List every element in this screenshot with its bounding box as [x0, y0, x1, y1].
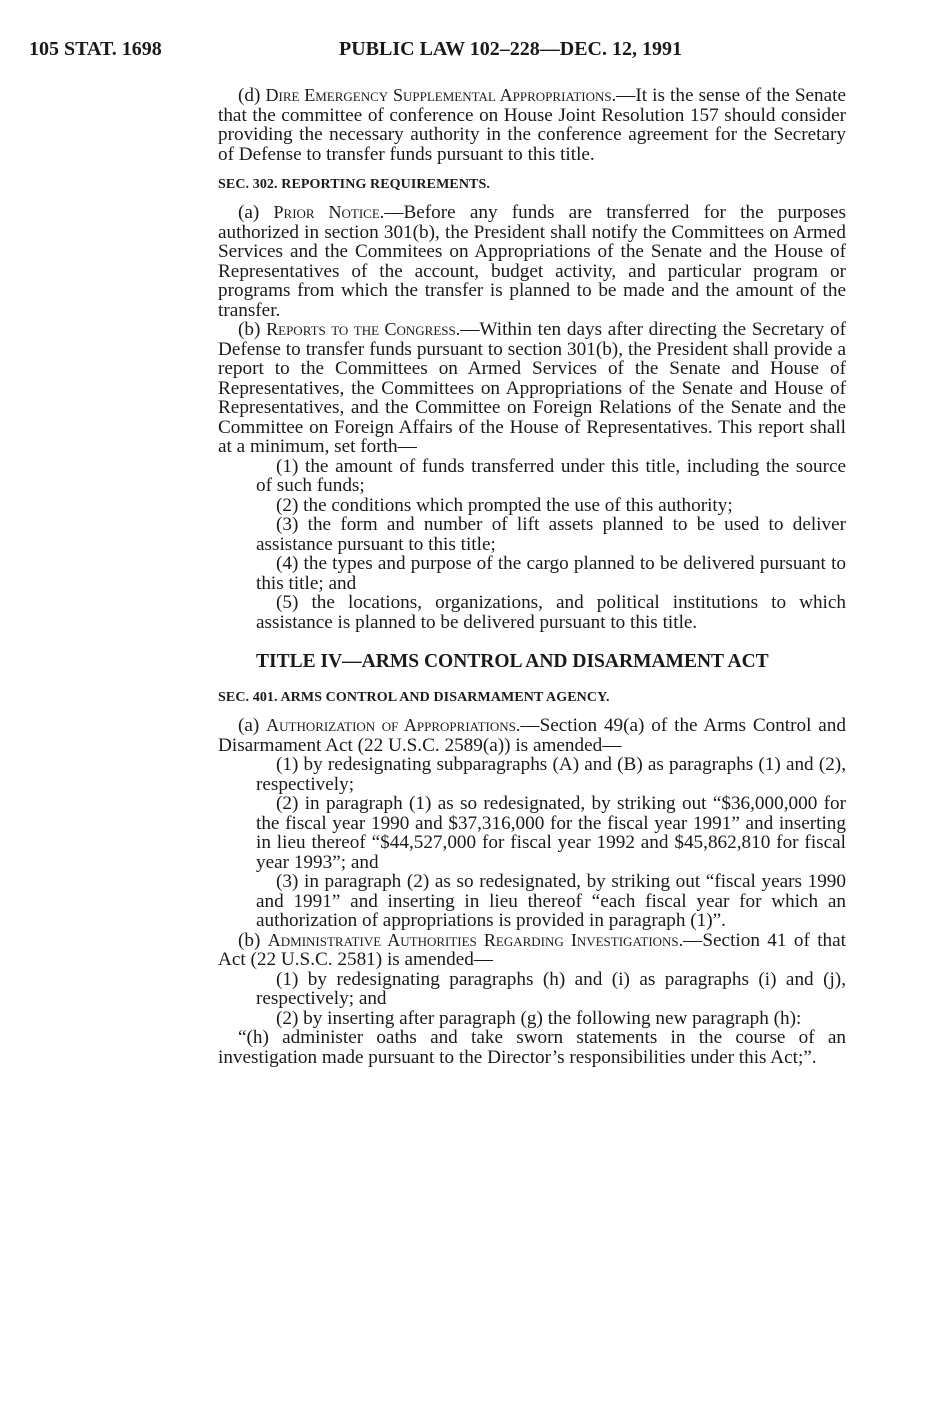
title-iv-heading: TITLE IV—ARMS CONTROL AND DISARMAMENT ACT — [256, 651, 769, 672]
list-item: (2) the conditions which prompted the use of this authority; — [276, 494, 733, 516]
paragraph-d-dire-emergency: (d) Dire Emergency Supplemental Appropriations.—It is the sense of the Senate that the committee of conference on House Joint Resolution 157 should consider providing the necessary authority in the conference agreement for the Secretary of Defense to transfer funds pursuant to this title. — [218, 85, 847, 165]
page-header — [29, 38, 769, 61]
list-item: (1) by redesignating paragraphs (h) and (i) as paragraphs (i) and (j), respectively; and — [256, 968, 846, 1009]
list-item: (1) by redesignating subparagraphs (A) and (B) as paragraphs (1) and (2), respectively; — [256, 754, 846, 795]
section-heading-302: SEC. 302. REPORTING REQUIREMENTS. — [218, 177, 490, 192]
list-item: (3) in paragraph (2) as so redesignated, by striking out “fiscal years 1990 and 1991” and inserting in lieu thereof “each fiscal year for which an authorization of appropriations is provided in paragraph (1)”. — [256, 871, 846, 931]
section-heading-401: SEC. 401. ARMS CONTROL AND DISARMAMENT AGENCY. — [218, 690, 610, 705]
quoted-paragraph-h: “(h) administer oaths and take sworn statements in the course of an investigation made pursuant to the Director’s responsibilities under this Act;”. — [218, 1027, 846, 1068]
list-item: (5) the locations, organizations, and political institutions to which assistance is planned to be delivered pursuant to this title. — [256, 592, 846, 633]
list-item: (3) the form and number of lift assets planned to be used to deliver assistance pursuant to this title; — [256, 514, 846, 555]
document-body — [218, 86, 846, 1067]
public-law-citation: PUBLIC LAW 102–228—DEC. 12, 1991 — [339, 38, 682, 60]
list-item: (4) the types and purpose of the cargo planned to be delivered pursuant to this title; and — [256, 553, 846, 594]
paragraph-heading: Administrative Authorities Regarding Investigations. — [267, 929, 684, 950]
list-item: (2) by inserting after paragraph (g) the following new paragraph (h): — [276, 1007, 802, 1029]
paragraph-a-authorization: (a) Authorization of Appropriations.—Section 49(a) of the Arms Control and Disarmament Act (22 U.S.C. 2589(a)) is amended— — [218, 715, 846, 756]
paragraph-b-administrative-authorities: (b) Administrative Authorities Regarding Investigations.—Section 41 of that Act (22 U.S.C. 2581) is amended— — [218, 929, 847, 970]
paragraph-heading: Reports to the Congress. — [266, 319, 461, 339]
paragraph-a-prior-notice: (a) Prior Notice.—Before any funds are transferred for the purposes authorized in section 301(b), the President shall notify the Committees on Armed Services and the Commitees on Appropriations of the Senate and the House of Representatives of the account, budget activity, and particular program or programs from which the transfer is planned to be made and the amount of the transfer. — [218, 202, 847, 321]
paragraph-heading: Prior Notice. — [273, 202, 385, 222]
list-item: (2) in paragraph (1) as so redesignated, by striking out “$36,000,000 for the fiscal year 1990 and $37,316,000 for the fiscal year 1991” and inserting in lieu thereof “$44,527,000 for fiscal year 1992 and $45,862,810 for fiscal year 1993”; and — [256, 793, 846, 873]
statute-page-reference: 105 STAT. 1698 — [29, 38, 162, 60]
list-item: (1) the amount of funds transferred under this title, including the source of such funds; — [256, 455, 846, 496]
paragraph-heading: Authorization of Appropriations. — [266, 715, 521, 735]
paragraph-b-reports-to-congress: (b) Reports to the Congress.—Within ten days after directing the Secretary of Defense to transfer funds pursuant to section 301(b), the President shall provide a report to the Committees on Armed Services of the Senate and House of Representatives, the Committees on Appropriations of the Senate and House of Representatives, and the Committee on Foreign Relations of the Senate and the Committee on Foreign Affairs of the House of Representatives. This report shall at a minimum, set forth— — [218, 319, 846, 457]
paragraph-heading: Dire Emergency Supplemental Appropriations. — [265, 85, 617, 105]
